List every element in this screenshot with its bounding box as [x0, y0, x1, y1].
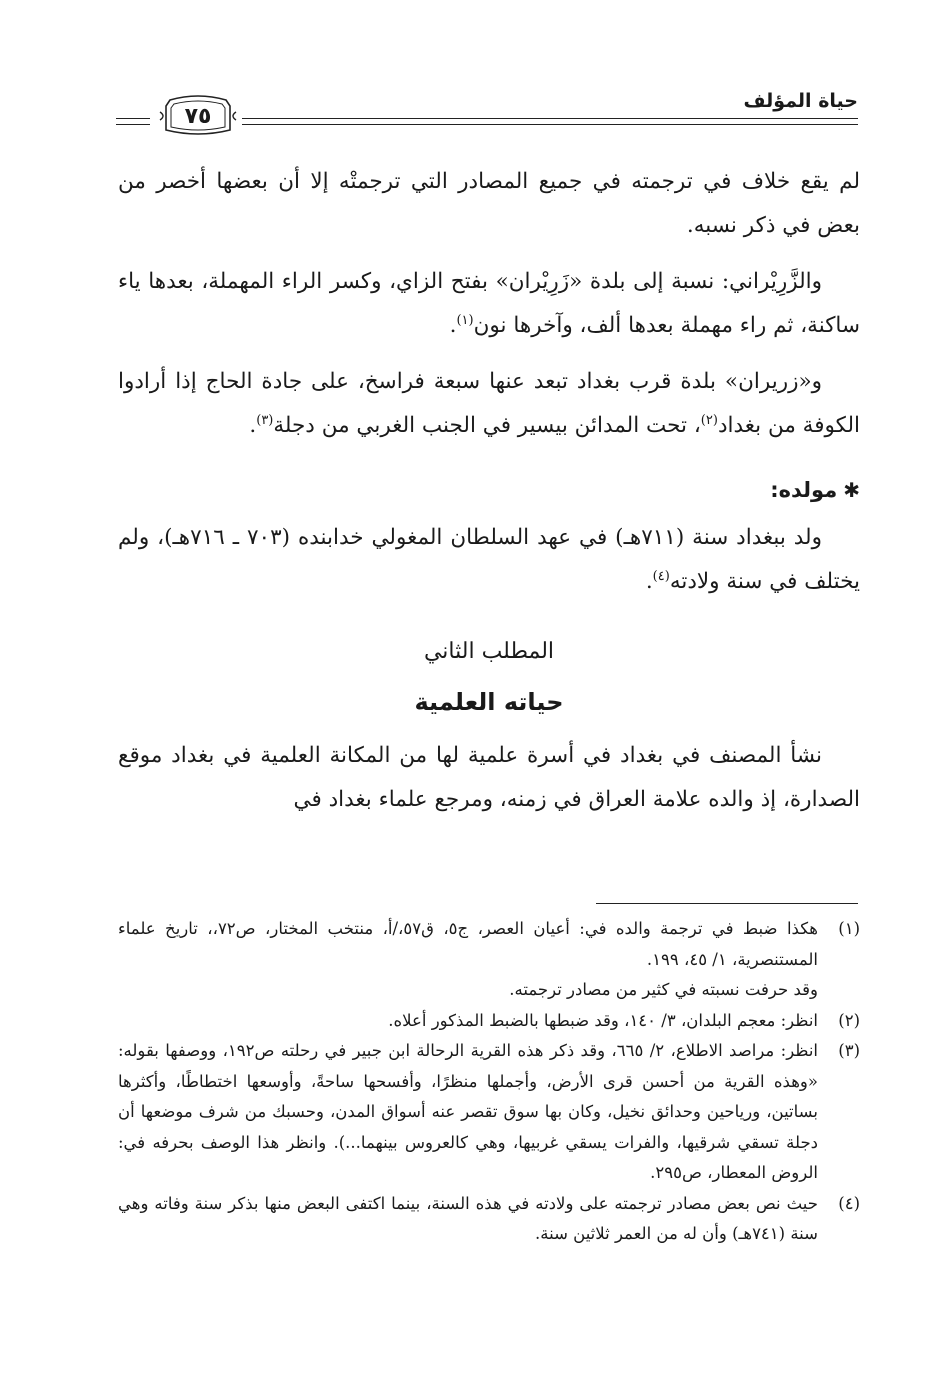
chapter-title: حياته العلمية — [414, 688, 564, 716]
paragraph: والزَّرِيْراني: نسبة إلى بلدة «زَرِيْران» بفتح الزاي، وكسر الراء المهملة، بعدها ياء ساكنة، ثم راء مهملة بعدها ألف، وآخرها نون$^{(١)}$. — [118, 269, 860, 338]
header-rule-short — [116, 118, 150, 125]
footnotes — [118, 914, 860, 1250]
footnote-divider — [596, 903, 858, 904]
paragraph-text: و«زريران» بلدة قرب بغداد تبعد عنها سبعة فراسخ، على جادة الحاج إذا أرادوا الكوفة من بغداد — [118, 369, 860, 438]
footnote-number: (٣) — [838, 1041, 860, 1060]
footnote-number: (٤) — [838, 1193, 860, 1213]
footnote-text: حيث نص بعض مصادر ترجمته على ولادته في هذه السنة، بينما اكتفى البعض منها بذكر سنة وفاته وهي سنة (٧٤١هـ) وأن له من العمر ثلاثين سنة. — [118, 1193, 818, 1243]
footnote-continuation: وقد حرفت نسبته في كثير من مصادر ترجمته. — [509, 980, 818, 999]
footnote — [118, 1189, 860, 1250]
footnote-ref[interactable]: (٤) — [652, 568, 670, 584]
paragraph-text: والزَّرِيْراني: نسبة إلى بلدة «زَرِيْران» بفتح الزاي، وكسر الراء المهملة، بعدها ياء ساكنة، ثم راء مهملة بعدها ألف، وآخرها نون — [118, 269, 860, 338]
header-rule — [242, 118, 858, 125]
footnote — [118, 1036, 860, 1189]
paragraph: و«زريران» بلدة قرب بغداد تبعد عنها سبعة فراسخ، على جادة الحاج إذا أرادوا الكوفة من بغداد$^{(٢)}$، تحت المدائن بيسير في الجنب الغربي من دجلة$^{(٣)}$. — [118, 369, 860, 438]
footnote — [118, 1006, 860, 1037]
running-title: حياة المؤلف — [743, 90, 858, 112]
page-number: ٧٥ — [184, 104, 212, 129]
paragraph — [118, 734, 860, 822]
main-text — [118, 160, 860, 834]
footnote-number: (١) — [838, 919, 860, 938]
paragraph: ولد ببغداد سنة (٧١١هـ) في عهد السلطان المغولي خدابنده (٧٠٣ ـ ٧١٦هـ)، ولم يختلف في سنة ولادته$^{(٤)}$. — [118, 525, 860, 594]
footnote-number: (٢) — [838, 1010, 860, 1030]
paragraph — [118, 160, 860, 248]
footnote-text: انظر: مراصد الاطلاع، ٢/ ٦٦٥، وقد ذكر هذه القرية الرحالة ابن جبير في رحلته ص١٩٢، ووصفها بقوله: «وهذه القرية من أحسن قرى الأرض، وأجملها منظرًا، وأفسحها ساحةً، وأوسعها اختطاطًا، وأكثرها بساتين، ورياحين وحدائق نخيل، وكان بها سوق تقصر عنه أسواق المدن، وحسبك من شرف موضعها أن دجلة تسقي شرقيها، والفرات يسقي غربيها، وهي كالعروس بينهما...). وانظر هذا الوصف بحرفه في: الروض المعطار، ص٢٩٥. — [118, 1041, 819, 1182]
footnote-ref[interactable]: (٢) — [700, 412, 718, 428]
footnote-ref[interactable]: (١) — [456, 312, 474, 328]
paragraph-text: ، تحت المدائن بيسير في الجنب الغربي من دجلة — [273, 413, 701, 438]
paragraph-text: نشأ المصنف في بغداد في أسرة علمية لها من المكانة العلمية في بغداد موقع الصدارة، إذ والده علامة العراق في زمنه، ومرجع علماء بغداد في — [118, 743, 860, 812]
footnote-text: انظر: معجم البلدان، ٣/ ١٤٠، وقد ضبطها بالضبط المذكور أعلاه. — [388, 1010, 818, 1030]
footnote — [118, 914, 860, 975]
section-heading-text: مولده: — [770, 478, 838, 502]
star-icon: ✱ — [843, 478, 860, 502]
chapter-subtitle: المطلب الثاني — [423, 639, 555, 664]
footnote-ref[interactable]: (٣) — [256, 412, 274, 428]
footnote-text: هكذا ضبط في ترجمة والده في: أعيان العصر، ج٥، ق٥٧،/أ، منتخب المختار، ص٧٢،، تاريخ علماء المستنصرية، ١/ ٤٥، ١٩٩. — [118, 919, 819, 969]
paragraph-text: لم يقع خلاف في ترجمته في جميع المصادر التي ترجمتْه إلا أن بعضها أخصر من بعض في ذكر نسبه. — [118, 169, 860, 238]
page-header — [116, 88, 858, 144]
page-number-frame — [156, 94, 240, 138]
paragraph-text: ولد ببغداد سنة (٧١١هـ) في عهد السلطان المغولي خدابنده (٧٠٣ ـ ٧١٦هـ)، ولم يختلف في سنة ولادته — [118, 525, 860, 594]
section-heading — [118, 468, 860, 512]
